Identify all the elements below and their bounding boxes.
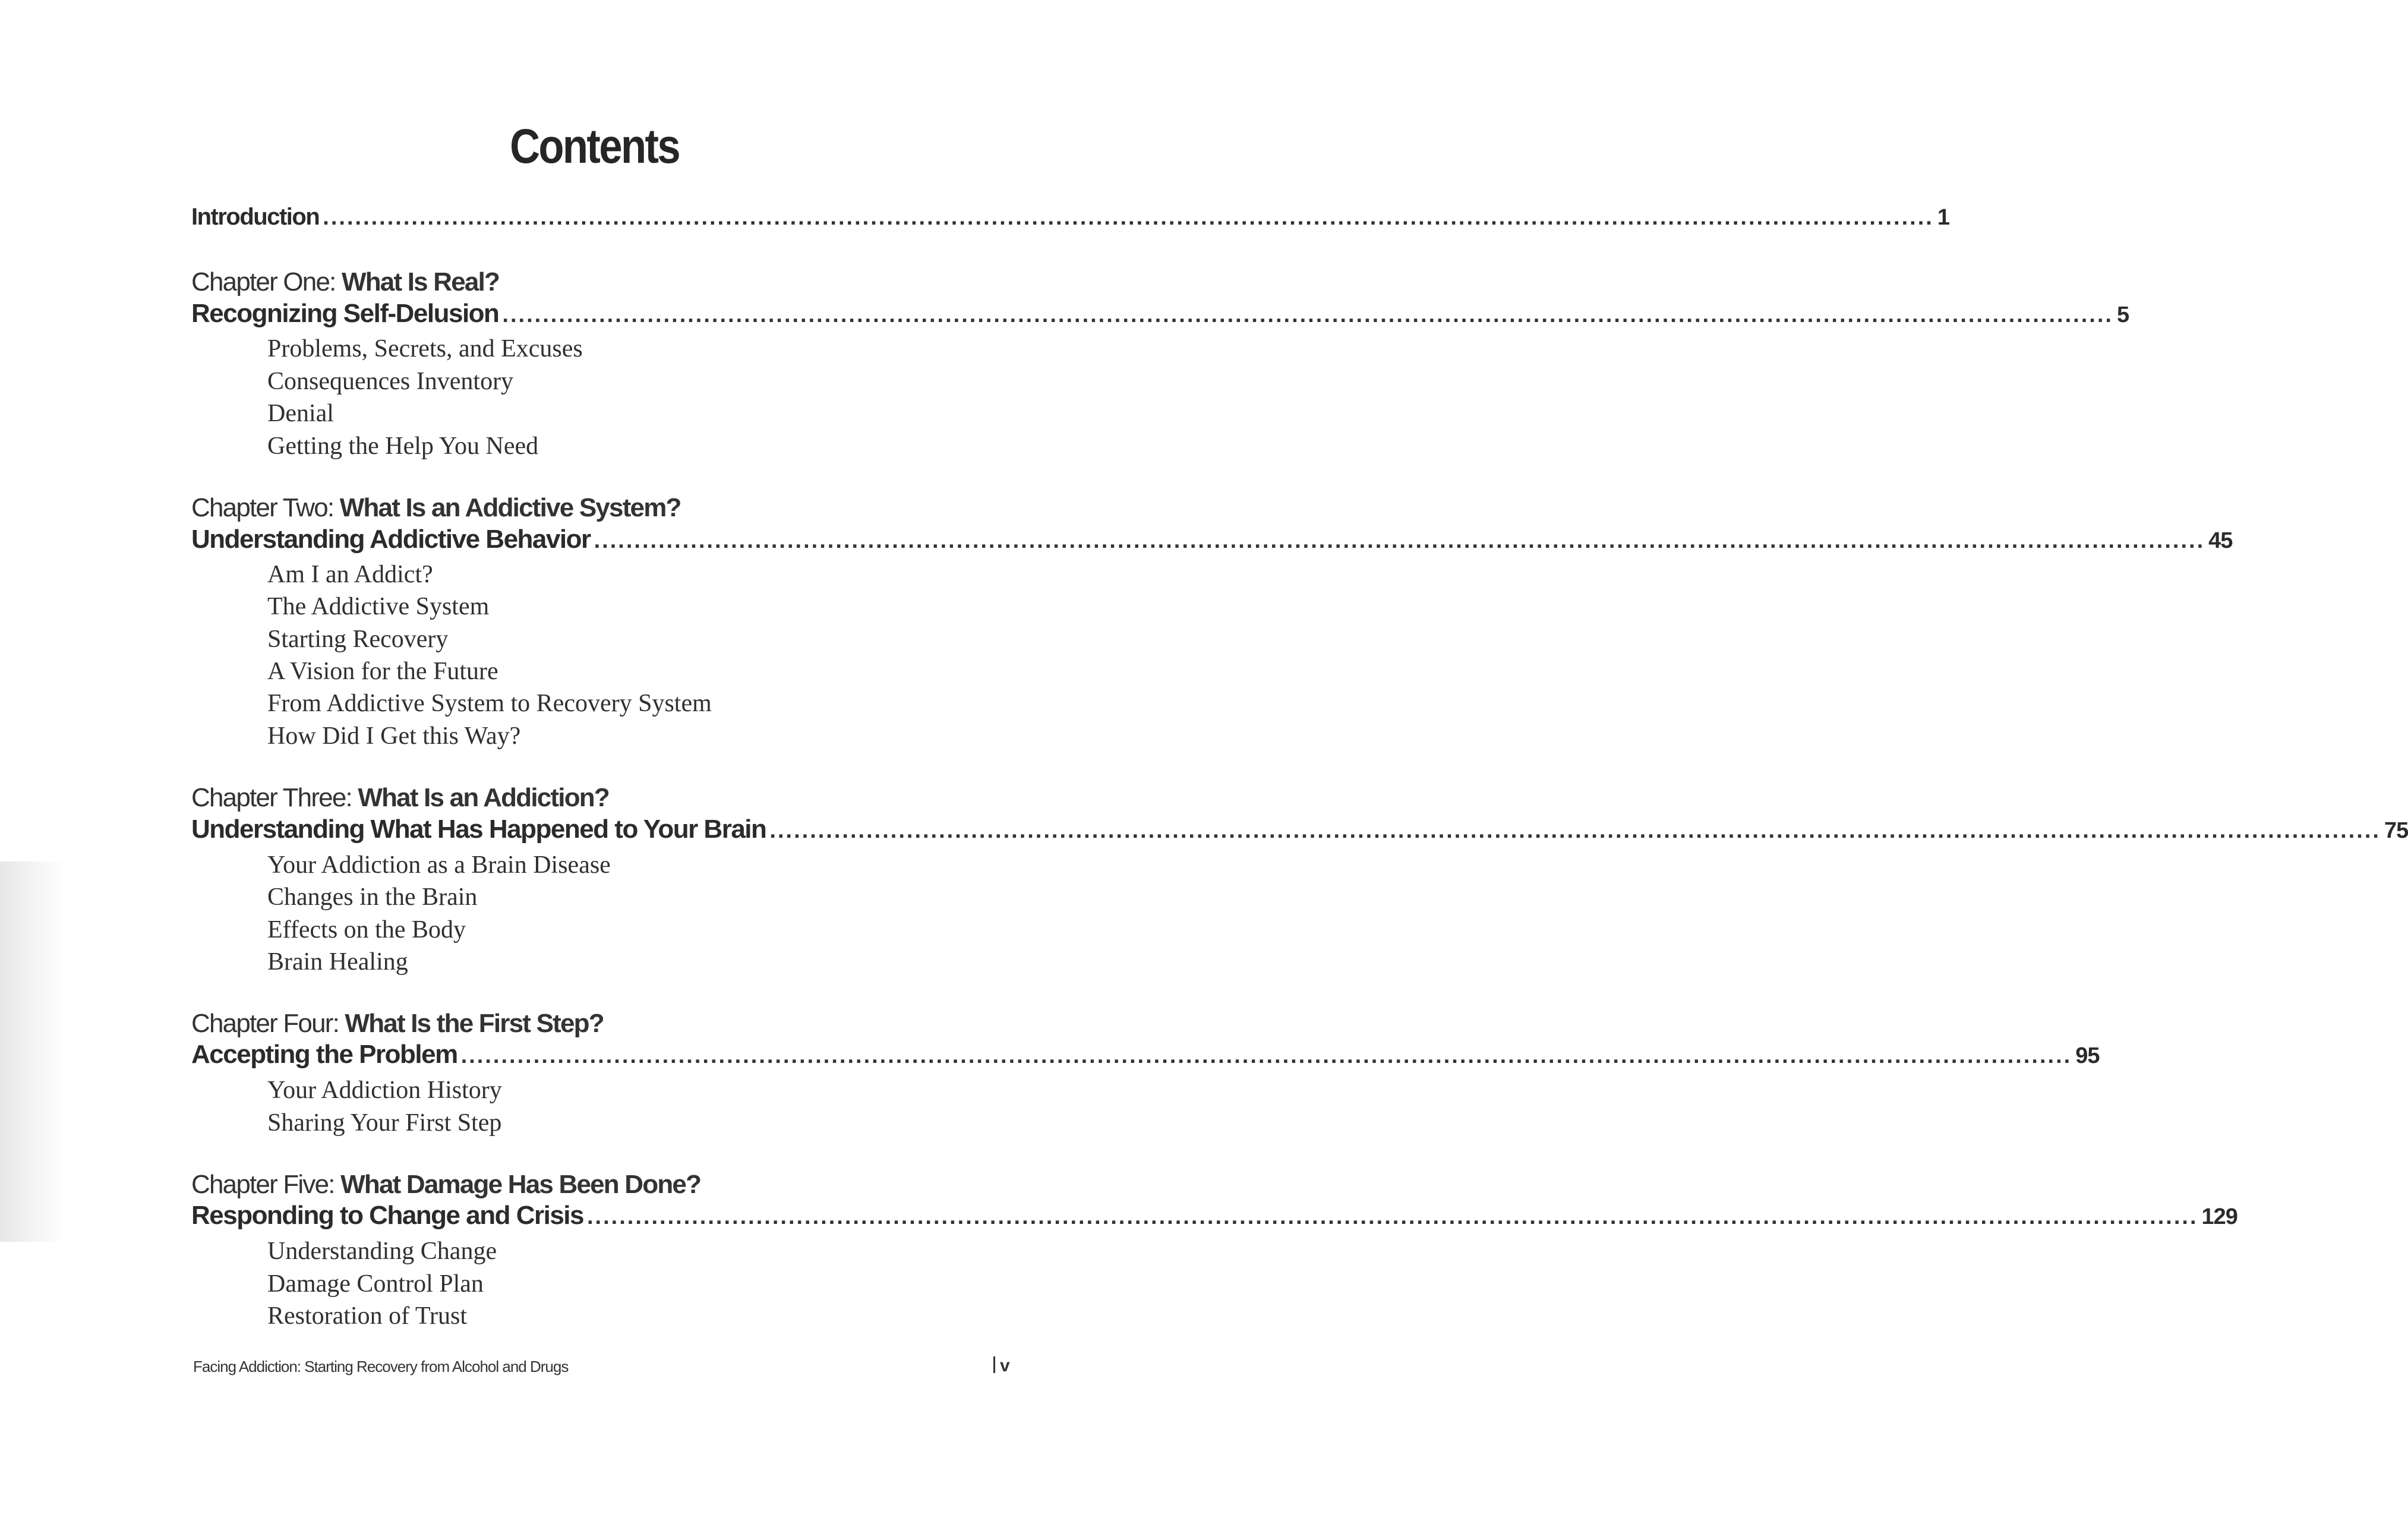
running-footer-title: Facing Addiction: Starting Recovery from Alcohol and Drugs — [193, 1358, 569, 1375]
dot-leader: ........................................................................................................................................................................................................ — [587, 1204, 2198, 1229]
toc-section: Your Addiction as a Brain Disease — [267, 851, 611, 879]
toc-entry-label: Responding to Change and Crisis — [191, 1201, 583, 1230]
toc-entry-label: Introduction — [191, 204, 320, 230]
chapter-title: Chapter One: What Is Real? — [191, 267, 500, 296]
toc-entry-chapter-2[interactable] — [191, 525, 2233, 560]
toc-page-number: 95 — [2075, 1043, 2100, 1068]
toc-section: The Addictive System — [267, 593, 490, 620]
toc-section: Changes in the Brain — [267, 883, 478, 911]
toc-entry-label: Recognizing Self-Delusion — [191, 299, 499, 328]
dot-leader: ........................................................................................................................................................................................................ — [460, 1043, 2072, 1068]
toc-entry-introduction[interactable] — [191, 204, 1949, 239]
dot-leader: ........................................................................................................................................................................................................ — [769, 818, 2381, 843]
toc-section: From Addictive System to Recovery System — [267, 690, 712, 717]
toc-section: Getting the Help You Need — [267, 433, 539, 460]
toc-entry-label: Understanding Addictive Behavior — [191, 525, 591, 554]
toc-section: Sharing Your First Step — [267, 1109, 502, 1137]
toc-section: Am I an Addict? — [267, 561, 433, 588]
toc-section: Brain Healing — [267, 948, 408, 976]
toc-section: Your Addiction History — [267, 1077, 502, 1104]
toc-section: Denial — [267, 400, 334, 427]
toc-section: Damage Control Plan — [267, 1270, 484, 1298]
toc-page-number: 75 — [2384, 818, 2408, 843]
toc-section: How Did I Get this Way? — [267, 722, 521, 750]
dot-leader: ........................................................................................................................................................................................................ — [502, 302, 2113, 327]
toc-entry-chapter-5[interactable] — [191, 1201, 2237, 1236]
toc-page-number: 45 — [2208, 528, 2233, 553]
toc-section: Restoration of Trust — [267, 1302, 468, 1330]
footer-rule — [993, 1356, 995, 1373]
toc-entry-chapter-4[interactable] — [191, 1040, 2100, 1075]
page-number: v — [1000, 1356, 1010, 1375]
toc-section: Effects on the Body — [267, 916, 466, 943]
chapter-title: Chapter Five: What Damage Has Been Done? — [191, 1170, 701, 1199]
toc-section: Understanding Change — [267, 1238, 497, 1265]
footer-page-number — [993, 1356, 1010, 1376]
dot-leader: ........................................................................................................................................................................................................ — [323, 205, 1934, 230]
chapter-title: Chapter Four: What Is the First Step? — [191, 1009, 604, 1038]
toc-page-number: 5 — [2116, 302, 2129, 327]
toc-entry-chapter-1[interactable] — [191, 299, 2129, 335]
scan-shadow — [0, 862, 65, 1242]
toc-section: A Vision for the Future — [267, 658, 498, 685]
toc-entry-label: Accepting the Problem — [191, 1040, 457, 1069]
page-title: Contents — [510, 119, 680, 173]
toc-page-number: 129 — [2201, 1204, 2237, 1229]
toc-entry-label: Understanding What Has Happened to Your Brain — [191, 815, 766, 844]
dot-leader: ........................................................................................................................................................................................................ — [594, 528, 2205, 553]
toc-section: Starting Recovery — [267, 626, 449, 653]
toc-section: Problems, Secrets, and Excuses — [267, 335, 583, 362]
chapter-title: Chapter Three: What Is an Addiction? — [191, 783, 609, 812]
toc-section: Consequences Inventory — [267, 368, 514, 395]
toc-page-number: 1 — [1937, 205, 1949, 230]
chapter-title: Chapter Two: What Is an Addictive System? — [191, 493, 681, 522]
toc-entry-chapter-3[interactable] — [191, 815, 2408, 850]
